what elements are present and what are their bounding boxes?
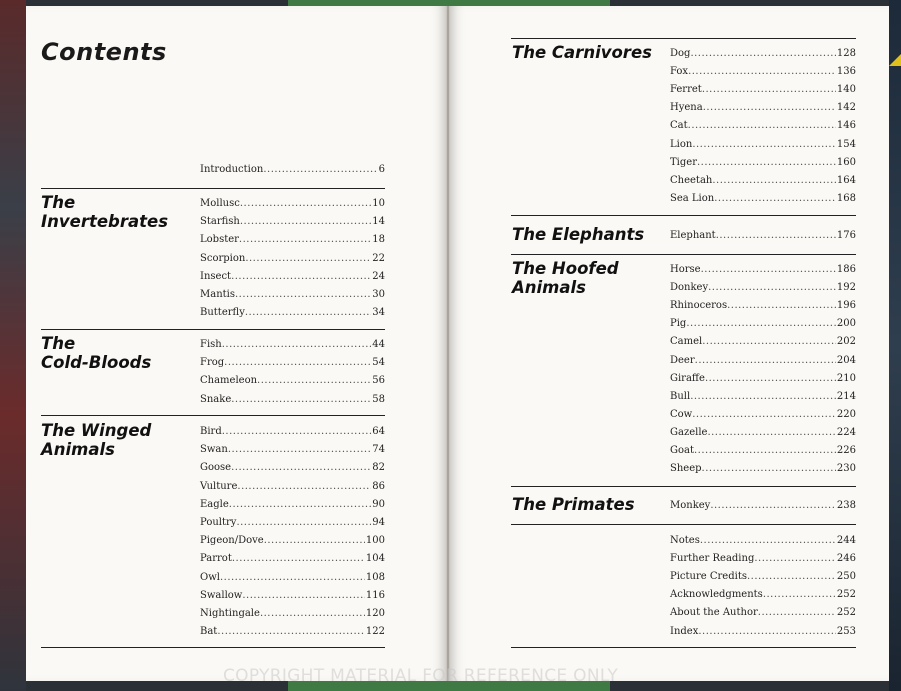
toc-entry-page: 250 <box>836 571 856 583</box>
toc-entry[interactable] <box>200 516 385 530</box>
toc-entry[interactable] <box>670 390 856 404</box>
toc-entry-page: 186 <box>836 264 856 275</box>
toc-entry-title: Dog <box>670 48 691 59</box>
section-divider <box>511 215 856 216</box>
dot-leader <box>231 461 371 475</box>
toc-entry-page: 204 <box>836 354 856 366</box>
dot-leader <box>763 588 836 602</box>
toc-entry-title: Sea Lion <box>670 192 715 204</box>
toc-entry-title: Mollusc <box>200 198 240 209</box>
toc-entry-page: 136 <box>836 66 856 78</box>
toc-entry-title: Poultry <box>200 517 237 528</box>
dot-leader <box>263 163 377 177</box>
toc-entry[interactable] <box>200 534 385 548</box>
toc-entry[interactable] <box>670 408 856 422</box>
dot-leader <box>688 65 836 79</box>
toc-entry[interactable] <box>200 306 385 320</box>
dot-leader <box>245 306 371 320</box>
section-divider <box>511 647 856 648</box>
toc-entry-title: Chameleon <box>200 375 258 387</box>
toc-entry-title: Mantis <box>200 289 235 300</box>
toc-entry-page: 168 <box>836 192 856 204</box>
section-divider <box>41 188 385 189</box>
dot-leader <box>231 270 371 284</box>
section-divider <box>41 329 385 330</box>
dot-leader <box>239 233 371 247</box>
toc-entry-page: 210 <box>836 372 856 384</box>
dot-leader <box>695 354 836 368</box>
dot-leader <box>235 288 371 302</box>
toc-entry[interactable] <box>670 444 856 458</box>
dot-leader <box>758 606 836 620</box>
dot-leader <box>716 229 836 243</box>
toc-entry[interactable] <box>670 462 856 476</box>
toc-entry-title: Parrot <box>200 553 232 565</box>
toc-entry[interactable] <box>670 354 856 368</box>
dot-leader <box>231 393 371 407</box>
toc-entry[interactable] <box>200 356 385 370</box>
toc-entry[interactable] <box>670 625 856 639</box>
toc-entry-page: 214 <box>836 390 856 402</box>
toc-entry-title: Ferret <box>670 84 702 96</box>
toc-entry-page: 74 <box>372 444 385 456</box>
section-divider <box>41 647 385 648</box>
toc-entry-title: About the Author <box>670 607 758 619</box>
section-divider <box>511 486 856 487</box>
toc-entry-title: Owl <box>200 571 220 583</box>
toc-entry[interactable] <box>200 233 385 247</box>
toc-entry[interactable] <box>670 317 856 331</box>
toc-entry-page: 100 <box>365 535 385 547</box>
toc-entry[interactable] <box>200 589 385 603</box>
toc-entry-title: Cow <box>670 408 693 420</box>
toc-entry-page: 154 <box>836 138 856 150</box>
toc-entry-page: 140 <box>836 84 856 96</box>
dot-leader <box>700 534 836 548</box>
toc-entry[interactable] <box>670 119 856 133</box>
toc-entry[interactable] <box>670 499 856 513</box>
toc-entry-page: 22 <box>372 252 385 264</box>
toc-entry[interactable] <box>200 163 385 177</box>
toc-entry[interactable] <box>670 372 856 386</box>
toc-entry[interactable] <box>670 192 856 206</box>
dot-leader <box>264 534 365 548</box>
section-divider <box>511 38 856 39</box>
dot-leader <box>727 299 836 313</box>
toc-entry-title: Further Reading <box>670 553 755 565</box>
toc-entry-page: 116 <box>365 589 385 601</box>
dot-leader <box>236 516 371 530</box>
toc-entry[interactable] <box>200 498 385 512</box>
toc-entry[interactable] <box>670 552 856 566</box>
toc-entry-page: 34 <box>372 307 385 319</box>
dot-leader <box>220 571 365 585</box>
toc-entry-page: 226 <box>836 445 856 456</box>
toc-entry-title: Bull <box>670 390 691 402</box>
toc-entry[interactable] <box>670 65 856 79</box>
toc-entry-page: 86 <box>372 480 385 492</box>
toc-entry-title: Elephant <box>670 230 716 241</box>
toc-entry-page: 202 <box>836 336 856 348</box>
toc-entry[interactable] <box>670 83 856 97</box>
dot-leader <box>232 552 365 566</box>
toc-entry-title: Eagle <box>200 498 229 510</box>
toc-entry-page: 192 <box>836 282 856 294</box>
toc-entry-title: Rhinoceros <box>670 300 728 312</box>
background-right-strip <box>889 0 901 691</box>
toc-entry[interactable] <box>200 270 385 284</box>
toc-entry-page: 253 <box>836 625 856 637</box>
background-left-strip <box>0 0 26 691</box>
toc-entry-page: 6 <box>378 164 385 175</box>
toc-entry-page: 122 <box>365 626 385 638</box>
toc-entry-title: Swallow <box>200 589 243 601</box>
toc-entry-title: Cheetah <box>670 174 713 186</box>
toc-entry-page: 246 <box>836 553 856 565</box>
dot-leader <box>710 499 836 513</box>
toc-entry-page: 18 <box>372 234 385 246</box>
toc-entry-title: Hyena <box>670 102 703 114</box>
toc-entry-title: Index <box>670 625 699 637</box>
toc-entry-page: 82 <box>372 462 385 474</box>
dot-leader <box>240 197 371 211</box>
dot-leader <box>692 408 836 422</box>
toc-entry[interactable] <box>670 426 856 440</box>
dot-leader <box>714 192 836 206</box>
toc-entry[interactable] <box>200 461 385 475</box>
toc-entry-title: Giraffe <box>670 372 705 384</box>
toc-entry-title: Goat <box>670 445 694 456</box>
toc-entry[interactable] <box>670 263 856 277</box>
toc-entry-page: 176 <box>836 230 856 241</box>
toc-entry-title: Picture Credits <box>670 571 747 583</box>
toc-entry[interactable] <box>670 174 856 188</box>
toc-entry-title: Scorpion <box>200 252 246 264</box>
toc-entry-title: Monkey <box>670 500 711 511</box>
dot-leader <box>705 372 836 386</box>
section-heading: The Carnivores <box>512 43 652 62</box>
toc-entry-page: 252 <box>836 607 856 619</box>
toc-entry-page: 108 <box>365 571 385 583</box>
toc-entry-title: Notes <box>670 535 700 546</box>
toc-entry-title: Sheep <box>670 463 702 475</box>
toc-entry-title: Vulture <box>200 480 238 492</box>
toc-entry[interactable] <box>670 299 856 313</box>
toc-entry[interactable] <box>200 480 385 494</box>
toc-entry-page: 146 <box>836 120 856 132</box>
toc-entry[interactable] <box>200 393 385 407</box>
dot-leader <box>245 252 371 266</box>
toc-entry-page: 200 <box>836 318 856 330</box>
toc-entry-page: 164 <box>836 174 856 186</box>
toc-entry[interactable] <box>200 443 385 457</box>
toc-entry[interactable] <box>670 588 856 602</box>
background-accent <box>889 54 901 66</box>
dot-leader <box>702 83 836 97</box>
toc-entry-page: 14 <box>372 216 385 228</box>
toc-entry-title: Goose <box>200 462 232 474</box>
toc-entry-title: Insect <box>200 270 232 282</box>
dot-leader <box>698 625 836 639</box>
dot-leader <box>690 390 836 404</box>
toc-entry-title: Cat <box>670 120 688 132</box>
section-divider <box>511 524 856 525</box>
toc-entry-page: 30 <box>372 289 385 300</box>
toc-entry-page: 244 <box>836 535 856 546</box>
toc-entry-title: Horse <box>670 264 701 275</box>
toc-entry-title: Tiger <box>670 156 697 168</box>
section-divider <box>511 254 856 255</box>
toc-entry[interactable] <box>670 606 856 620</box>
section-heading: The Primates <box>512 495 635 514</box>
dot-leader <box>240 215 371 229</box>
toc-entry-title: Gazelle <box>670 426 708 438</box>
toc-entry-title: Fox <box>670 66 689 78</box>
toc-entry-page: 104 <box>365 553 385 565</box>
toc-entry-page: 196 <box>836 300 856 312</box>
toc-entry[interactable] <box>670 229 856 243</box>
watermark: COPYRIGHT MATERIAL FOR REFERENCE ONLY <box>223 666 619 686</box>
toc-entry-page: 56 <box>372 375 385 387</box>
toc-entry[interactable] <box>200 425 385 439</box>
dot-leader <box>688 119 836 133</box>
toc-entry[interactable] <box>670 534 856 548</box>
toc-entry-title: Acknowledgments <box>670 589 763 601</box>
dot-leader <box>703 101 836 115</box>
toc-entry-page: 24 <box>372 270 385 282</box>
toc-entry-title: Introduction <box>200 164 264 175</box>
dot-leader <box>754 552 836 566</box>
dot-leader <box>224 356 371 370</box>
toc-entry-title: Lobster <box>200 234 239 246</box>
toc-entry[interactable] <box>670 156 856 170</box>
toc-entry-page: 44 <box>372 339 385 350</box>
section-heading: The Elephants <box>512 225 645 244</box>
toc-entry-page: 120 <box>365 608 385 619</box>
dot-leader <box>692 138 836 152</box>
toc-entry-page: 128 <box>836 48 856 59</box>
toc-entry-page: 90 <box>372 498 385 510</box>
section-heading: The Hoofed Animals <box>512 259 619 297</box>
toc-entry-page: 94 <box>372 517 385 528</box>
toc-entry[interactable] <box>670 47 856 61</box>
dot-leader <box>237 480 371 494</box>
toc-entry-title: Snake <box>200 393 232 405</box>
toc-entry[interactable] <box>200 552 385 566</box>
toc-entry-title: Bird <box>200 426 222 437</box>
toc-entry[interactable] <box>670 101 856 115</box>
section-heading: The Winged Animals <box>41 421 152 459</box>
toc-entry[interactable] <box>670 138 856 152</box>
toc-entry[interactable] <box>670 335 856 349</box>
dot-leader <box>217 625 365 639</box>
dot-leader <box>222 338 372 352</box>
toc-entry-title: Deer <box>670 354 695 366</box>
dot-leader <box>260 607 365 621</box>
toc-entry-page: 54 <box>372 357 385 369</box>
toc-entry-page: 64 <box>372 426 385 437</box>
toc-entry-page: 238 <box>836 500 856 511</box>
dot-leader <box>747 570 836 584</box>
toc-entry[interactable] <box>200 288 385 302</box>
toc-entry-title: Frog <box>200 357 225 369</box>
toc-entry-page: 252 <box>836 589 856 601</box>
dot-leader <box>228 443 371 457</box>
page-title: Contents <box>41 38 167 66</box>
toc-entry-title: Donkey <box>670 282 709 294</box>
toc-entry-page: 160 <box>836 156 856 168</box>
toc-entry-title: Fish <box>200 339 222 350</box>
toc-entry-page: 10 <box>372 198 385 209</box>
toc-entry[interactable] <box>200 374 385 388</box>
section-heading: The Cold-Bloods <box>41 334 152 372</box>
dot-leader <box>708 281 836 295</box>
toc-entry[interactable] <box>200 338 385 352</box>
dot-leader <box>222 425 372 439</box>
toc-entry-title: Camel <box>670 336 703 348</box>
toc-entry[interactable] <box>670 570 856 584</box>
dot-leader <box>257 374 371 388</box>
dot-leader <box>686 317 836 331</box>
toc-entry-title: Starfish <box>200 216 240 228</box>
toc-entry-title: Swan <box>200 444 228 456</box>
dot-leader <box>690 47 835 61</box>
toc-entry-title: Pig <box>670 318 687 330</box>
toc-entry[interactable] <box>200 197 385 211</box>
dot-leader <box>242 589 365 603</box>
toc-entry[interactable] <box>200 625 385 639</box>
section-divider <box>41 415 385 416</box>
toc-entry-page: 220 <box>836 408 856 420</box>
toc-entry-title: Lion <box>670 138 693 150</box>
toc-entry-title: Butterfly <box>200 307 245 319</box>
toc-entry[interactable] <box>200 252 385 266</box>
toc-entry-page: 58 <box>372 393 385 405</box>
toc-entry[interactable] <box>200 607 385 621</box>
toc-entry-title: Pigeon/Dove <box>200 535 264 547</box>
section-heading: The Invertebrates <box>41 193 169 231</box>
dot-leader <box>707 426 835 440</box>
dot-leader <box>702 335 836 349</box>
dot-leader <box>712 174 836 188</box>
dot-leader <box>702 462 836 476</box>
dot-leader <box>701 263 836 277</box>
toc-entry[interactable] <box>670 281 856 295</box>
toc-entry-page: 230 <box>836 463 856 475</box>
toc-entry-page: 142 <box>836 102 856 114</box>
toc-entry[interactable] <box>200 215 385 229</box>
dot-leader <box>694 444 836 458</box>
toc-entry-page: 224 <box>836 426 856 438</box>
dot-leader <box>229 498 371 512</box>
toc-entry[interactable] <box>200 571 385 585</box>
toc-entry-title: Nightingale <box>200 608 260 619</box>
dot-leader <box>697 156 836 170</box>
toc-entry-title: Bat <box>200 626 218 638</box>
